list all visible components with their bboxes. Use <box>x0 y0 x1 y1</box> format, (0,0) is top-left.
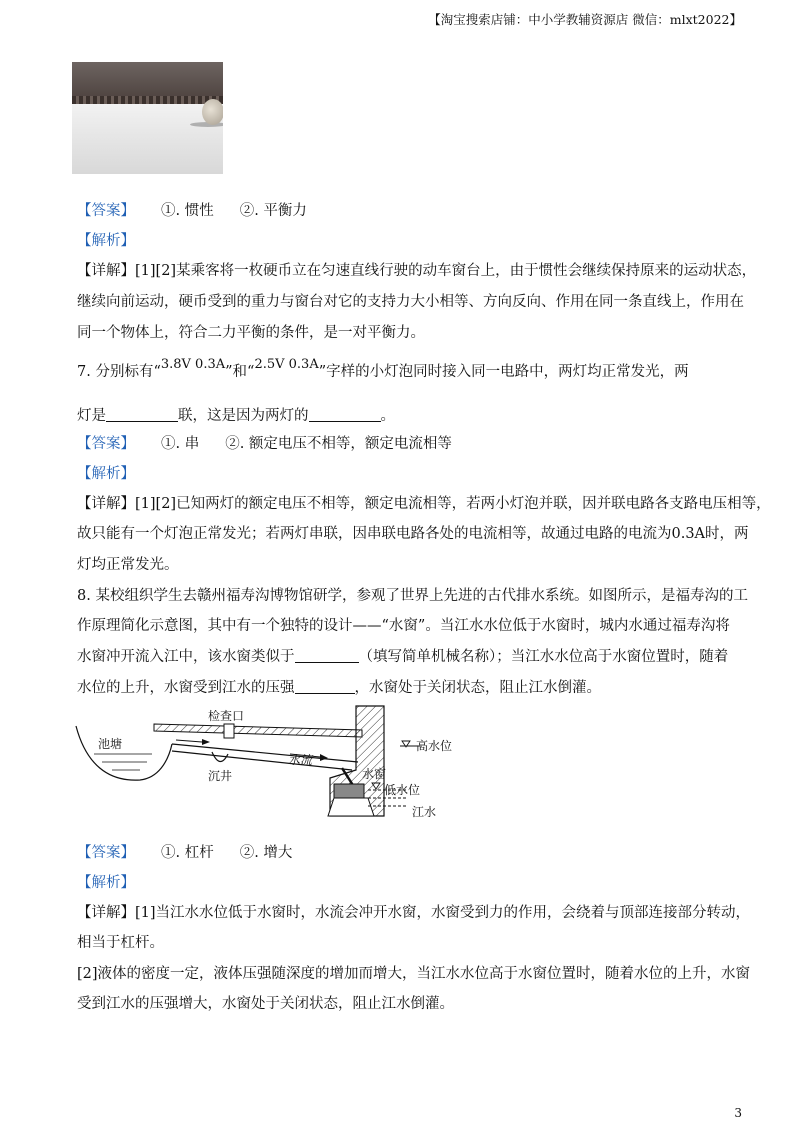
answer-label: 【答案】 <box>77 203 135 219</box>
answer-label: 【答案】 <box>77 436 135 452</box>
answer-item: ②. 平衡力 <box>239 203 307 219</box>
label-water-window: 水窗 <box>362 767 387 781</box>
q7-answer <box>77 432 452 453</box>
label-high-level: 高水位 <box>416 739 453 753</box>
page-header: 【淘宝搜索店铺：中小学教辅资源店 微信：mlxt2022】 <box>428 12 742 27</box>
detail-line: 灯均正常发光。 <box>77 557 179 573</box>
analysis-label: 【解析】 <box>77 233 135 249</box>
label-sink-well: 沉井 <box>208 769 233 783</box>
answer-item: ②. 增大 <box>239 845 293 861</box>
coin-image <box>202 99 223 125</box>
answer-item: ①. 杠杆 <box>161 845 214 861</box>
label-water-flow: 水流 <box>288 753 313 767</box>
fushou-ditch-diagram <box>72 704 472 830</box>
coin-on-windowsill-photo <box>72 62 223 174</box>
lamp-label-b: 2.5V 0.3A <box>254 357 319 372</box>
analysis-label: 【解析】 <box>77 466 135 482</box>
q8-question-line: 作原理简化示意图，其中有一个独特的设计——“水窗”。当江水水位低于水窗时，城内水通过福寿沟将 <box>77 618 730 634</box>
answer-blank <box>309 407 381 422</box>
answer-blank <box>295 648 359 663</box>
answer-label: 【答案】 <box>77 845 135 861</box>
detail-line: 【详解】[1]当江水水位低于水窗时，水流会冲开水窗，水窗受到力的作用，会绕着与顶部连接部分转动， <box>77 905 751 921</box>
answer-blank <box>106 407 178 422</box>
answer-item: ②. 额定电压不相等，额定电流相等 <box>225 436 452 452</box>
detail-line: [2]液体的密度一定，液体压强随深度的增加而增大，当江水水位高于水窗位置时，随着水位的上升，水窗 <box>77 966 751 982</box>
q8-question-line: 水位的上升，水窗受到江水的压强 ，水窗处于关闭状态，阻止江水倒灌。 <box>77 680 601 696</box>
detail-line: 故只能有一个灯泡正常发光；若两灯串联，因串联电路各处的电流相等，故通过电路的电流为0.3A时，两 <box>77 526 749 542</box>
detail-line: 【详解】[1][2]某乘客将一枚硬币立在匀速直线行驶的动车窗台上，由于惯性会继续保持原来的运动状态， <box>77 263 757 279</box>
detail-line: 相当于杠杆。 <box>77 935 164 951</box>
detail-line: 继续向前运动，硬币受到的重力与窗台对它的支持力大小相等、方向反向、作用在同一条直线上，作用在 <box>77 294 744 310</box>
label-river: 江水 <box>412 805 437 819</box>
analysis-label: 【解析】 <box>77 875 135 891</box>
detail-line: 【详解】[1][2]已知两灯的额定电压不相等，额定电流相等，若两小灯泡并联，因并联电路各支路电压相等， <box>77 496 771 512</box>
q8-answer <box>77 841 292 862</box>
page-number: 3 <box>734 1106 742 1120</box>
q7-question: 7. 分别标有“3.8V 0.3A”和“2.5V 0.3A”字样的小灯泡同时接入同一电路中，两灯均正常发光，两 <box>77 357 689 380</box>
q6-answer <box>77 199 307 220</box>
answer-item: ①. 串 <box>161 436 200 452</box>
detail-line: 受到江水的压强增大，水窗处于关闭状态，阻止江水倒灌。 <box>77 996 454 1012</box>
label-check-port: 检查口 <box>208 709 245 723</box>
q8-question-line: 8. 某校组织学生去赣州福寿沟博物馆研学，参观了世界上先进的古代排水系统。如图所示，是福寿沟的工 <box>77 588 748 604</box>
detail-line: 同一个物体上，符合二力平衡的条件，是一对平衡力。 <box>77 325 425 341</box>
label-pond: 池塘 <box>98 737 123 751</box>
pond-outline <box>76 726 172 780</box>
answer-blank <box>295 679 355 694</box>
q7-question-line2: 灯是 联，这是因为两灯的 。 <box>77 408 395 424</box>
q8-question-line: 水窗冲开流入江中，该水窗类似于 （填写简单机械名称）；当江水水位高于水窗位置时，随着 <box>77 649 729 665</box>
lamp-label-a: 3.8V 0.3A <box>160 357 226 372</box>
label-low-level: 低水位 <box>384 783 421 797</box>
answer-item: ①. 惯性 <box>161 203 214 219</box>
